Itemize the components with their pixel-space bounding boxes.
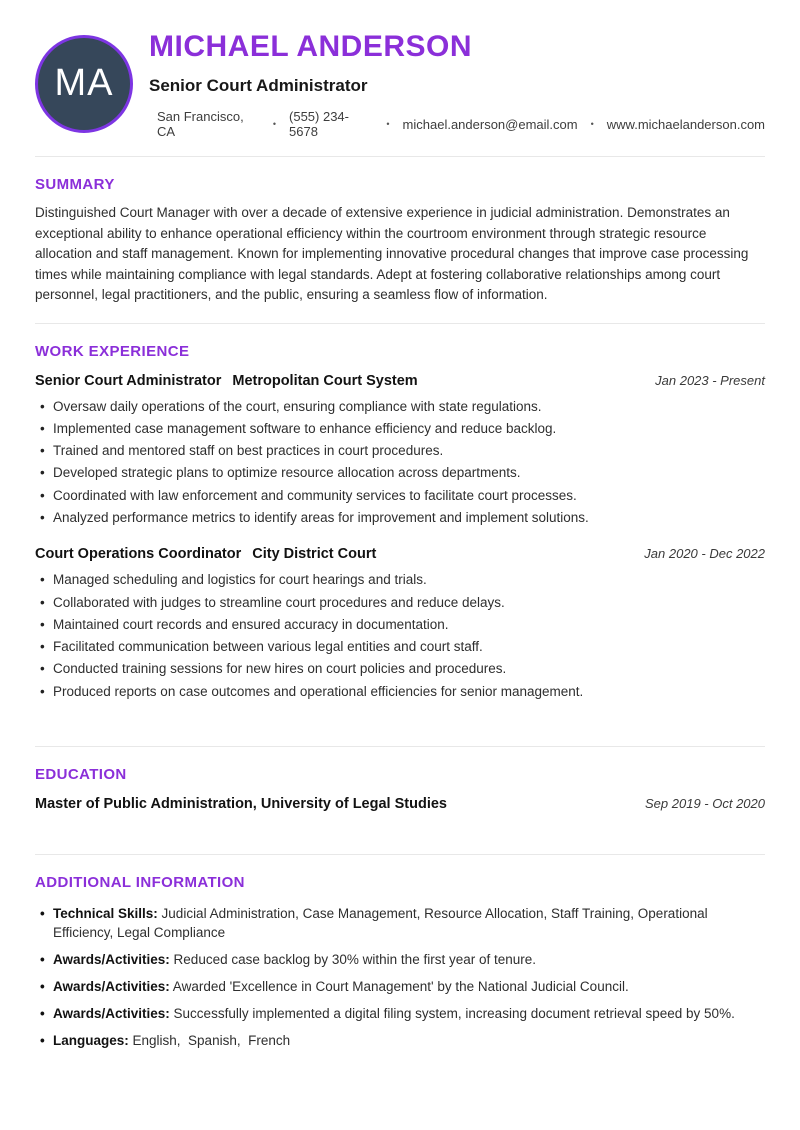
contact-row [149, 109, 765, 139]
item-label: Languages: [53, 1033, 129, 1049]
additional-information-item [35, 904, 765, 942]
additional-information-item [35, 977, 765, 996]
additional-information-item [35, 950, 765, 969]
item-text: Reduced case backlog by 30% within the first year of tenure. [169, 952, 536, 968]
item-label: Technical Skills: [53, 906, 158, 922]
job-bullet: • Managed scheduling and logistics for court hearings and trials. [35, 569, 765, 591]
additional-information-heading: ADDITIONAL INFORMATION [35, 874, 245, 892]
summary-section [35, 176, 765, 306]
education-degree: Master of Public Administration, University of Legal Studies [35, 796, 447, 813]
section-divider [35, 854, 765, 855]
job-title: Court Operations Coordinator [35, 546, 242, 563]
section-divider [35, 323, 765, 324]
header-text [149, 28, 765, 139]
job-bullet-list [35, 396, 765, 530]
education-section [35, 766, 765, 837]
education-entry [35, 796, 765, 812]
job-bullet: • Trained and mentored staff on best practices in court procedures. [35, 440, 765, 462]
job-header-row [35, 546, 765, 562]
job-bullet: • Oversaw daily operations of the court, ensuring compliance with state regulations. [35, 396, 765, 418]
additional-information-item [35, 1004, 765, 1023]
bullet-separator-icon: • [272, 119, 277, 129]
work-experience-heading: WORK EXPERIENCE [35, 342, 190, 360]
job-dates: Jan 2020 - Dec 2022 [644, 546, 765, 562]
job-title-line [35, 373, 418, 389]
job-entry [35, 373, 765, 530]
additional-information-list [35, 904, 765, 1050]
job-bullet: • Maintained court records and ensured accuracy in documentation. [35, 614, 765, 636]
summary-heading: SUMMARY [35, 176, 115, 193]
item-text: Awarded 'Excellence in Court Management' by the National Judicial Council. [169, 979, 629, 995]
item-label: Awards/Activities: [53, 952, 170, 968]
candidate-headline: Senior Court Administrator [149, 76, 368, 95]
contact-phone: (555) 234-5678 [289, 109, 349, 139]
job-title: Senior Court Administrator [35, 372, 222, 389]
job-bullet-list [35, 569, 765, 703]
job-bullet: • Coordinated with law enforcement and community services to facilitate court processes. [35, 485, 765, 507]
item-text: Judicial Administration, Case Management, Resource Allocation, Staff Training, Operational Efficiency, Legal Compliance [53, 906, 712, 941]
additional-information-section [35, 874, 765, 1050]
job-company: City District Court [252, 546, 377, 563]
education-dates: Sep 2019 - Oct 2020 [645, 796, 765, 812]
job-bullet: • Conducted training sessions for new hires on court policies and procedures. [35, 658, 765, 680]
avatar [35, 35, 133, 133]
item-text: English, Spanish, French [128, 1033, 291, 1049]
job-header-row [35, 373, 765, 389]
contact-website: www.michaelanderson.com [606, 116, 765, 132]
bullet-separator-icon: • [590, 119, 594, 129]
job-entry [35, 546, 765, 703]
work-experience-section [35, 343, 765, 730]
job-bullet: • Analyzed performance metrics to identify areas for improvement and implement solutions. [35, 507, 765, 529]
job-dates: Jan 2023 - Present [655, 372, 765, 388]
job-bullet: • Implemented case management software to enhance efficiency and reduce backlog. [35, 418, 765, 440]
job-bullet: • Facilitated communication between various legal entities and court staff. [35, 636, 765, 658]
header [35, 28, 765, 139]
job-title-line [35, 546, 376, 562]
job-company: Metropolitan Court System [232, 372, 418, 389]
additional-information-item [35, 1031, 765, 1050]
bullet-separator-icon: • [386, 119, 390, 129]
job-bullet: • Collaborated with judges to streamline court procedures and reduce delays. [35, 592, 765, 614]
job-bullet: • Produced reports on case outcomes and operational efficiencies for senior management. [35, 681, 765, 703]
job-bullet: • Developed strategic plans to optimize resource allocation across departments. [35, 462, 765, 484]
item-label: Awards/Activities: [53, 979, 170, 995]
item-label: Awards/Activities: [53, 1006, 170, 1022]
item-text: Successfully implemented a digital filing system, increasing document retrieval speed by 50%. [169, 1006, 735, 1022]
contact-email: michael.anderson@email.com [402, 116, 578, 132]
education-heading: EDUCATION [35, 766, 127, 784]
section-divider [35, 746, 765, 747]
contact-location: San Francisco, CA [157, 109, 244, 139]
summary-text: Distinguished Court Manager with over a decade of extensive experience in judicial administration. Demonstrates an exceptional ability to enhance operational efficiency within the courtroom environment through strategic resource allocation and staff management. Known for implementing innovative procedural changes that improve case processing times while maintaining compliance with legal standards. Adept at fostering collaborative relationships among court personnel, legal practitioners, and the public, ensuring a seamless flow of information. [35, 205, 749, 302]
section-divider [35, 156, 765, 157]
avatar-initials: MA [54, 62, 114, 104]
candidate-name: MICHAEL ANDERSON [149, 30, 473, 63]
